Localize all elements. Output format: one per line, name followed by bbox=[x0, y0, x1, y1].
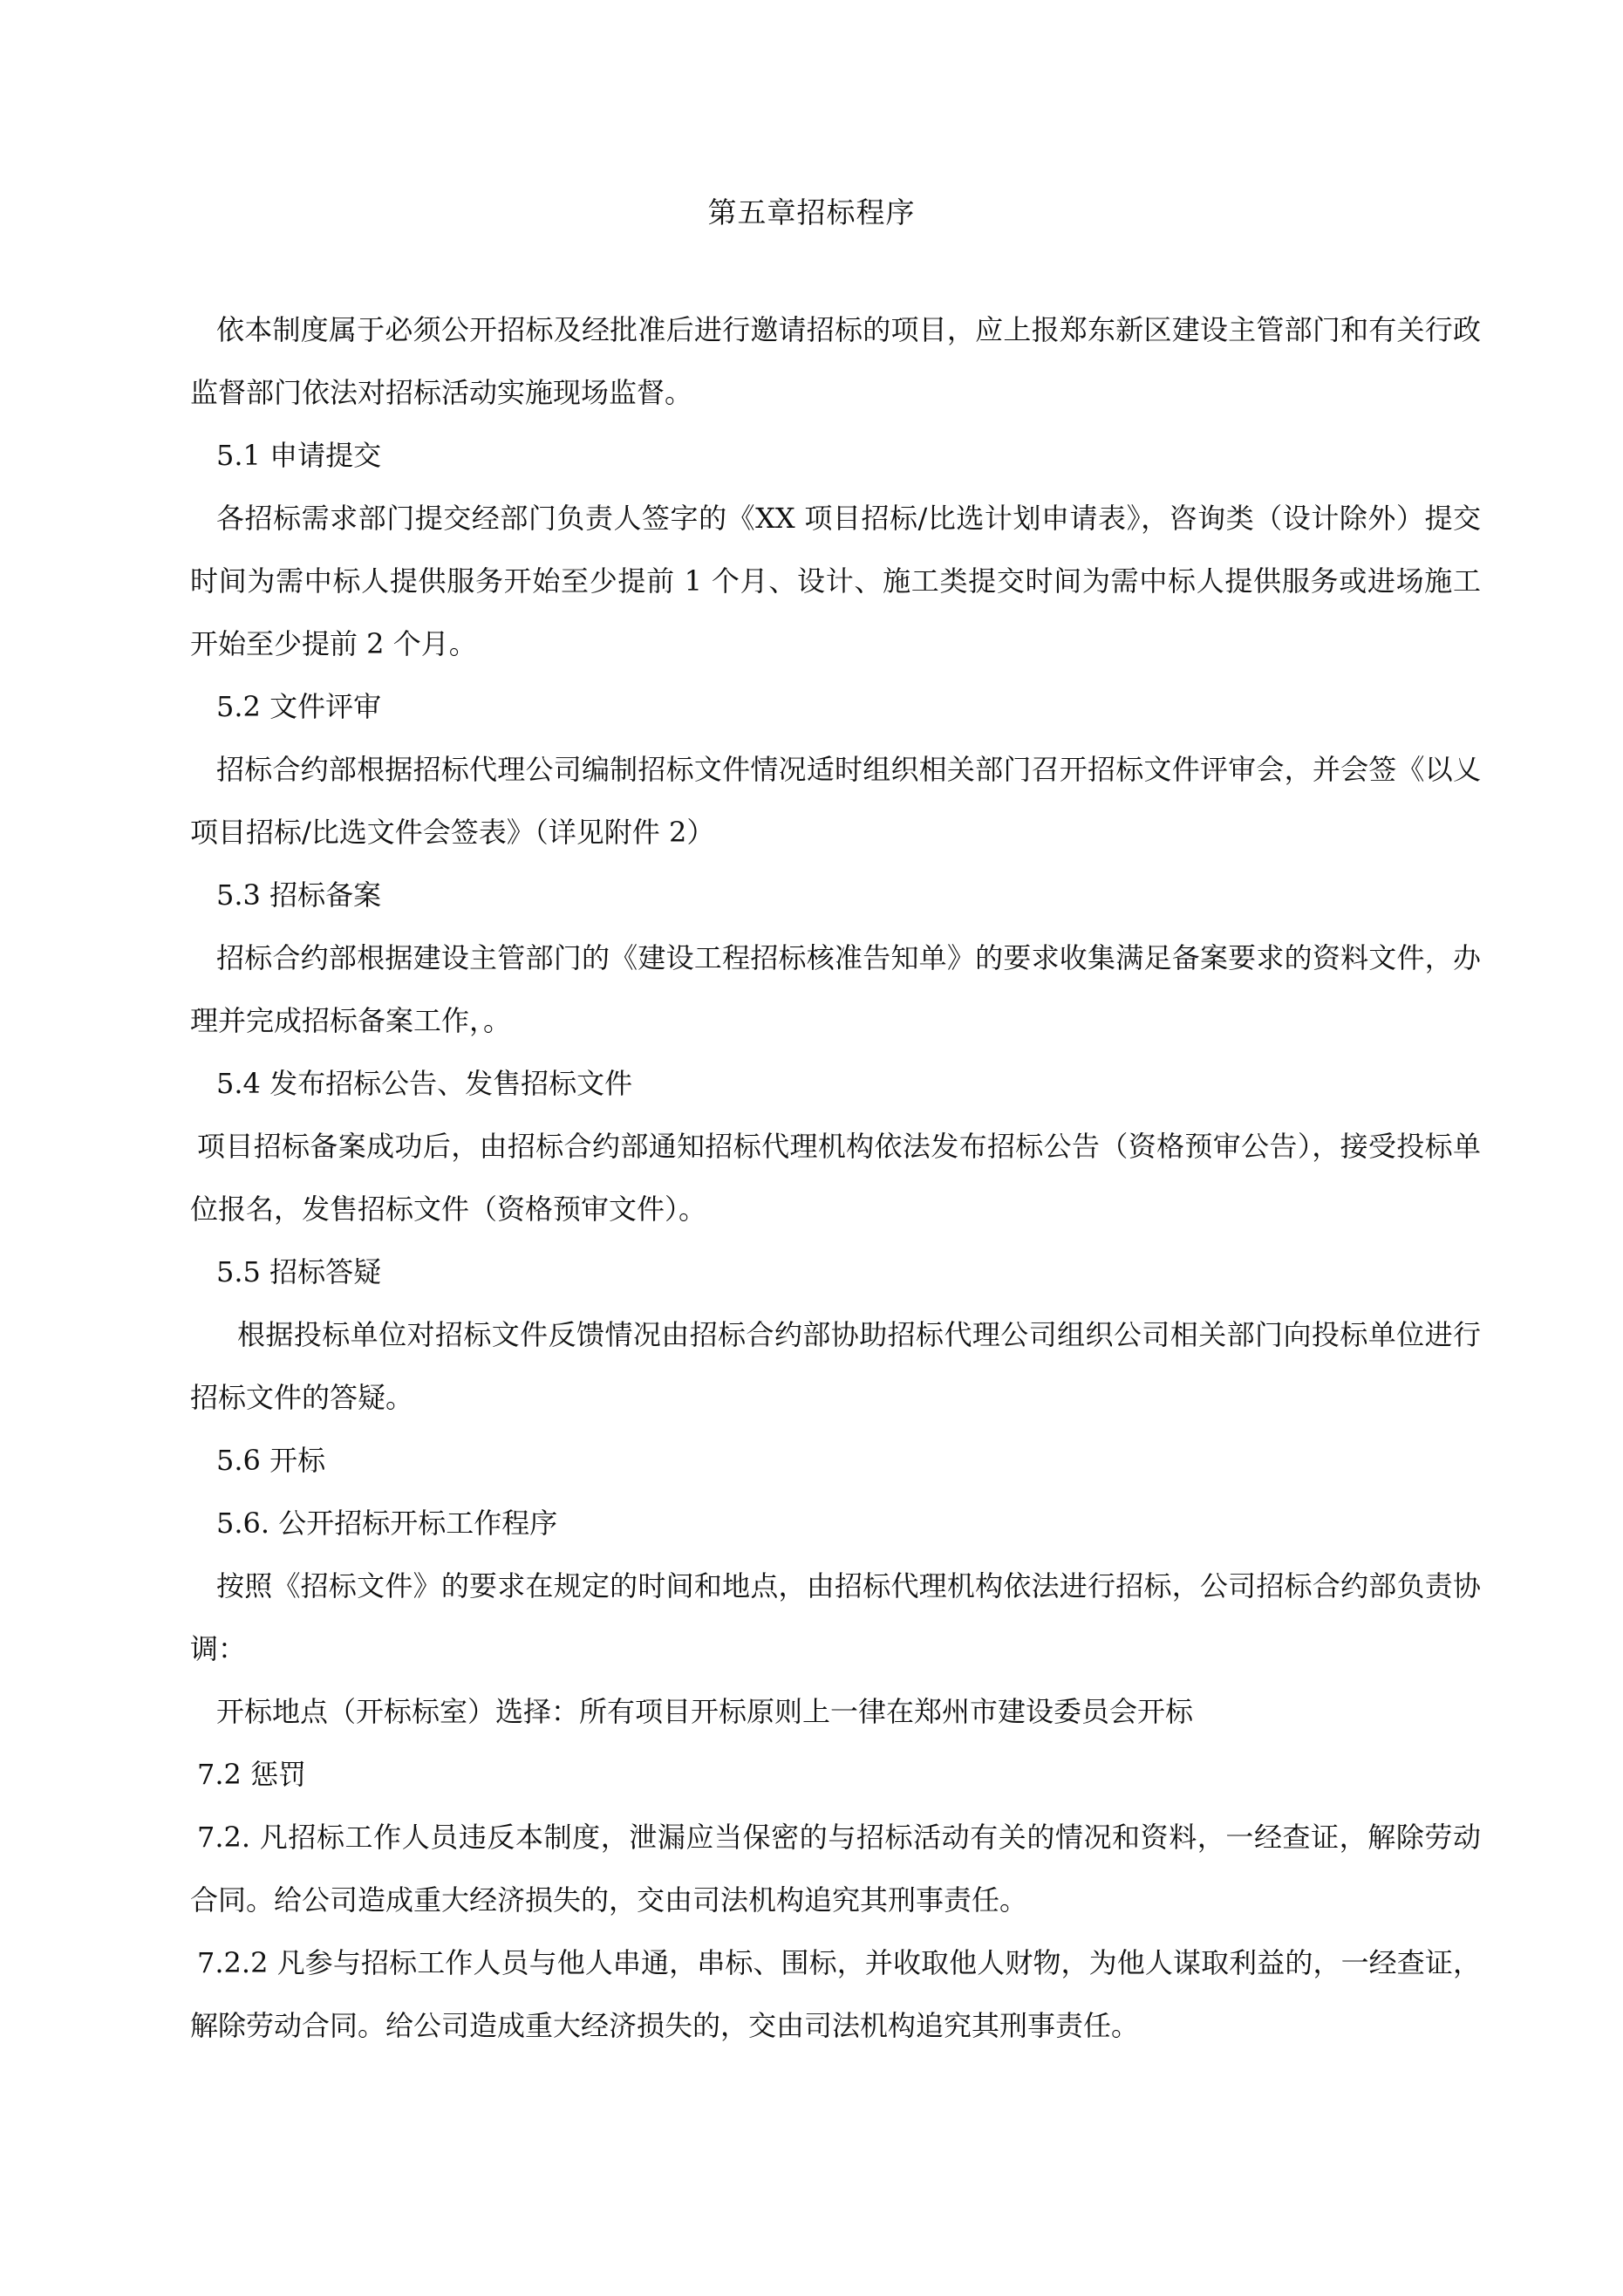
section-heading: 5.6 开标 bbox=[216, 1444, 326, 1477]
paragraph: 按照《招标文件》的要求在规定的时间和地点，由招标代理机构依法进行招标，公司招标合约部负责协调： bbox=[190, 1569, 1481, 1665]
section-heading: 5.2 文件评审 bbox=[216, 690, 382, 723]
paragraph: 开标地点（开标标室）选择：所有项目开标原则上一律在郑州市建设委员会开标 bbox=[216, 1695, 1194, 1728]
paragraph: 根据投标单位对招标文件反馈情况由招标合约部协助招标代理公司组织公司相关部门向投标单位进行招标文件的答疑。 bbox=[190, 1318, 1481, 1414]
section-heading: 7.2 惩罚 bbox=[197, 1758, 307, 1791]
section-heading: 5.5 招标答疑 bbox=[216, 1255, 382, 1288]
paragraph: 招标合约部根据招标代理公司编制招标文件情况适时组织相关部门召开招标文件评审会，并会签《以乂项目招标/比选文件会签表》（详见附件 2） bbox=[190, 753, 1481, 849]
paragraph: 7.2.2 凡参与招标工作人员与他人串通，串标、围标，并收取他人财物，为他人谋取利益的，一经查证，解除劳动合同。给公司造成重大经济损失的，交由司法机构追究其刑事责任。 bbox=[190, 1946, 1481, 2042]
chapter-title: 第五章招标程序 bbox=[707, 195, 916, 229]
paragraph: 招标合约部根据建设主管部门的《建设工程招标核准告知单》的要求收集满足备案要求的资料文件，办理并完成招标备案工作，。 bbox=[190, 941, 1481, 1037]
section-heading: 5.3 招标备案 bbox=[216, 878, 382, 912]
paragraph: 依本制度属于必须公开招标及经批准后进行邀请招标的项目，应上报郑东新区建设主管部门和有关行政监督部门依法对招标活动实施现场监督。 bbox=[190, 313, 1481, 409]
document-body bbox=[190, 298, 1481, 2057]
section-heading: 5.6. 公开招标开标工作程序 bbox=[216, 1507, 558, 1540]
paragraph: 项目招标备案成功后，由招标合约部通知招标代理机构依法发布招标公告（资格预审公告），接受投标单位报名，发售招标文件（资格预审文件）。 bbox=[190, 1130, 1481, 1226]
section-heading: 5.4 发布招标公告、发售招标文件 bbox=[216, 1067, 633, 1100]
section-heading: 5.1 申请提交 bbox=[216, 439, 382, 472]
paragraph: 各招标需求部门提交经部门负责人签字的《XX 项目招标/比选计划申请表》，咨询类（设计除外）提交时间为需中标人提供服务开始至少提前 1 个月、设计、施工类提交时间为需中标人提供服务或进场施工开始至少提前 2 个月。 bbox=[190, 502, 1481, 660]
paragraph: 7.2. 凡招标工作人员违反本制度，泄漏应当保密的与招标活动有关的情况和资料，一经查证，解除劳动合同。给公司造成重大经济损失的，交由司法机构追究其刑事责任。 bbox=[190, 1821, 1481, 1917]
